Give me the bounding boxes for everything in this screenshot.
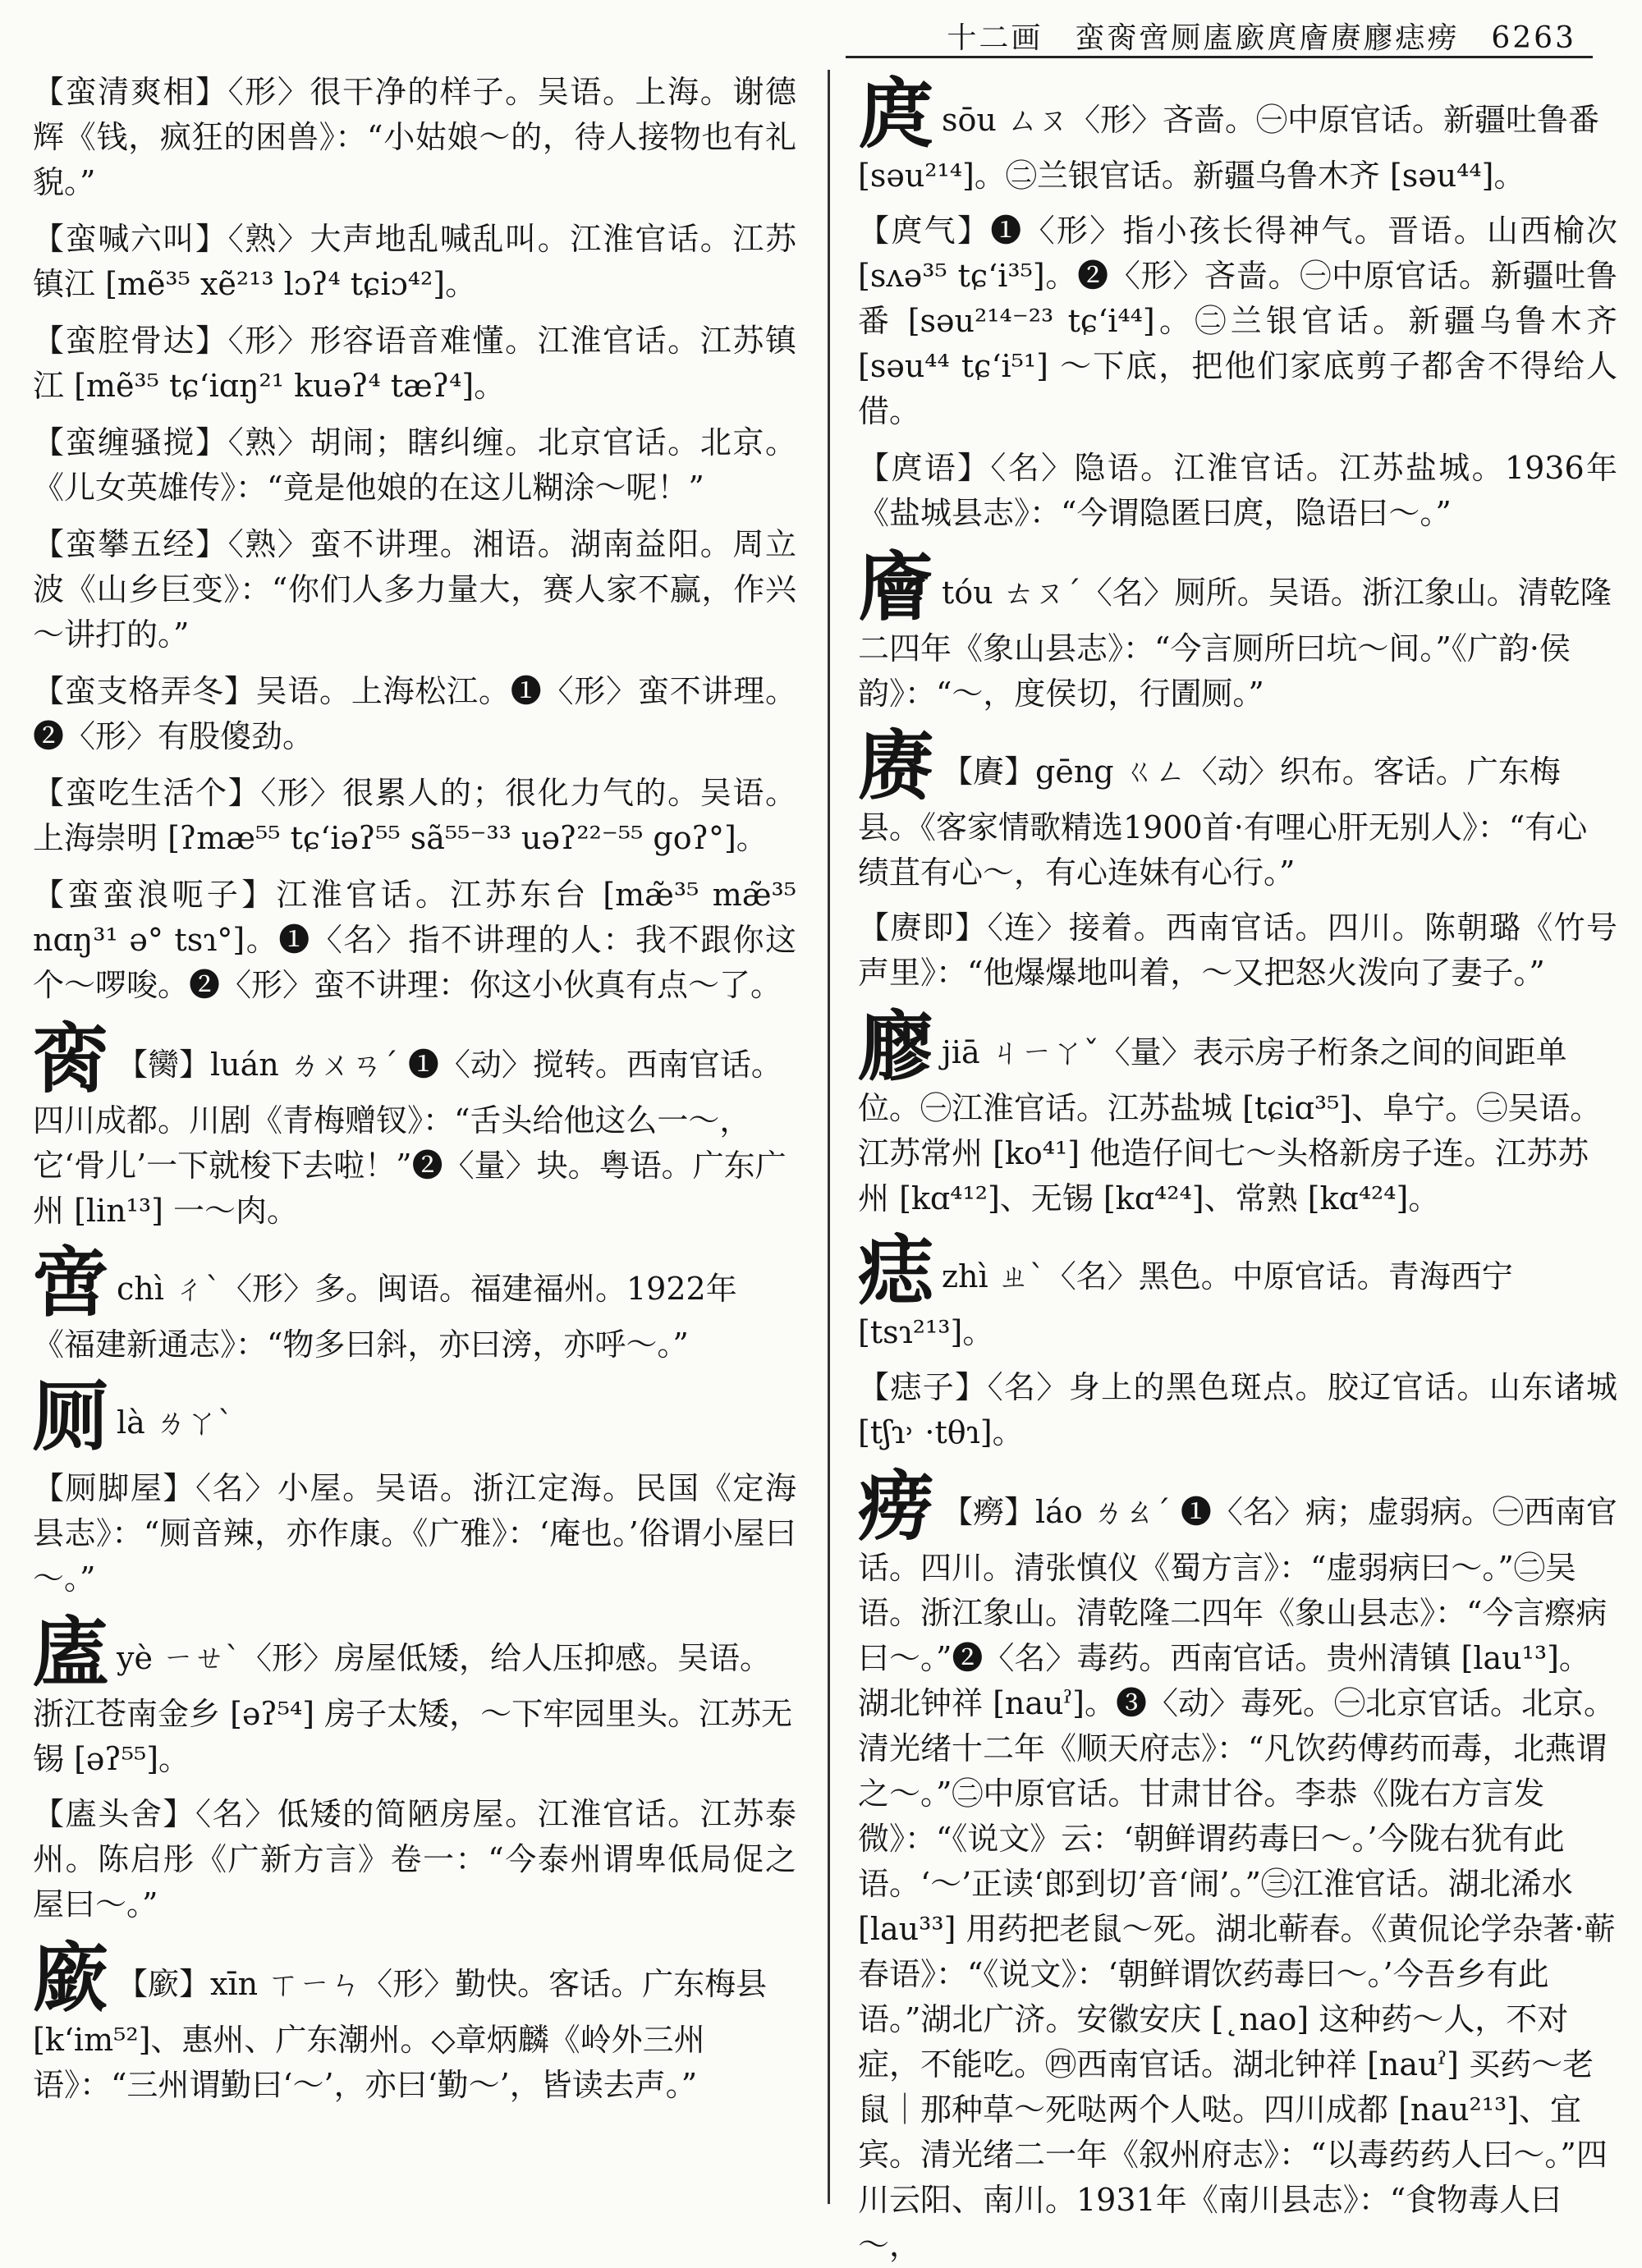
entry-text: 【蛮吃生活个】〈形〉很累人的；很化力气的。吴语。上海崇明 [ʔmæ⁵⁵ tɕ‘iəʔ⁵⁵ sã⁵⁵⁻³³ uəʔ²²⁻⁵⁵ goʔ°]。	[33, 775, 796, 856]
headword-char: 廞	[33, 1934, 109, 2023]
entry-text: 【蛮腔骨达】〈形〉形容语音难懂。江淮官话。江苏镇江 [mẽ³⁵ tɕ‘iɑŋ²¹ kuəʔ⁴ tæʔ⁴]。	[33, 323, 796, 404]
entry-text: tóu ㄊㄡˊ〈名〉厕所。吴语。浙江象山。清乾隆二四年《象山县志》：“今言厕所曰坑～间。”《广韵·侯韵》：“～，度侯切，行圊厕。”	[858, 575, 1612, 712]
entry-text: 【臠】luán ㄌㄨㄢˊ ❶〈动〉搅转。西南官话。四川成都。川剧《青梅赠钗》：“舌头给他这么一～，它‘骨儿’一下就梭下去啦！”❷〈量〉块。粤语。广东广州 [lin¹³] 一～肉。	[33, 1047, 787, 1229]
headword-char: 廅	[33, 1608, 109, 1697]
entry-text: 【赓即】〈连〉接着。西南官话。四川。陈朝璐《竹号声里》：“他爆爆地叫着，～又把怒火泼向了妻子。”	[858, 909, 1617, 991]
compound-entry	[33, 70, 796, 205]
entry-text: zhì ㄓˋ〈名〉黑色。中原官话。青海西宁 [tsɿ²¹³]。	[858, 1258, 1513, 1350]
headword-char: 廫	[858, 1002, 934, 1091]
entry-text: 【痣子】〈名〉身上的黑色斑点。胶辽官话。山东诸城 [tʃɿ˒ ·tθɿ]。	[858, 1369, 1617, 1450]
headword-char: 啻	[33, 1239, 109, 1327]
compound-entry	[33, 1792, 796, 1927]
entry-text: 【蛮支格弄冬】吴语。上海松江。❶〈形〉蛮不讲理。❷〈形〉有股傻劲。	[33, 673, 796, 754]
running-head: 十二画 蛮脔啻厕廅廞庹廥赓廫痣痨 6263	[947, 21, 1576, 55]
headword-entry	[858, 543, 1617, 717]
compound-entry	[33, 217, 796, 307]
entry-text: 【蛮攀五经】〈熟〉蛮不讲理。湘语。湖南益阳。周立波《山乡巨变》：“你们人多力量大，赛人家不赢，作兴～讲打的。”	[33, 526, 796, 653]
page-header	[0, 0, 1642, 57]
compound-entry	[33, 669, 796, 759]
headword-entry	[33, 1934, 796, 2108]
headword-char: 痨	[858, 1462, 934, 1551]
column-divider	[828, 70, 830, 2204]
headword-entry	[858, 1226, 1617, 1355]
entry-text: jiā ㄐㄧㄚˇ〈量〉表示房子桁条之间的间距单位。㊀江淮官话。江苏盐城 [tɕiɑ³⁵]、阜宁。㊁吴语。江苏常州 [ko⁴¹] 他造仔间七～头格新房子连。江苏苏州 [kɑ⁴¹²]、无锡 [kɑ⁴²⁴]、常熟 [kɑ⁴²⁴]。	[858, 1034, 1602, 1216]
entry-text: 【蛮清爽相】〈形〉很干净的样子。吴语。上海。谢德辉《钱，疯狂的困兽》：“小姑娘～的，待人接物也有礼貌。”	[33, 74, 796, 200]
compound-entry	[33, 1466, 796, 1601]
entry-text: 【厕脚屋】〈名〉小屋。吴语。浙江定海。民国《定海县志》：“厕音辣，亦作康。《广雅》：‘庵也。’俗谓小屋曰～。”	[33, 1470, 796, 1597]
compound-entry	[33, 420, 796, 511]
headword-char: 厕	[33, 1372, 109, 1461]
headword-char: 痣	[858, 1226, 934, 1315]
compound-entry	[33, 522, 796, 657]
headword-entry	[33, 1608, 796, 1782]
entry-text: 【廅头舍】〈名〉低矮的简陋房屋。江淮官话。江苏泰州。陈启彤《广新方言》卷一：“今泰州谓卑低局促之屋曰～。”	[33, 1796, 796, 1922]
header-rule	[846, 56, 1593, 58]
headword-entry	[33, 1372, 796, 1461]
headword-char: 赓	[858, 722, 934, 810]
entry-text: 【賡】gēng ㄍㄥ〈动〉织布。客话。广东梅县。《客家情歌精选1900首·有哩心肝无别人》：“有心绩苴有心～，有心连妹有心行。”	[858, 754, 1588, 891]
headword-entry	[858, 722, 1617, 896]
compound-entry	[858, 905, 1617, 996]
left-column	[33, 70, 796, 2204]
headword-entry	[858, 70, 1617, 199]
entry-text: 【癆】láo ㄌㄠˊ ❶〈名〉病；虚弱病。㊀西南官话。四川。清张慎仪《蜀方言》：“虚弱病曰～。”㊁吴语。浙江象山。清乾隆二四年《象山县志》：“今言瘵病曰～。”❷〈名〉毒药。西南官话。贵州清镇 [lau¹³]。湖北钟祥 [nauˀ]。❸〈动〉毒死。㊀北京官话。北京。清光绪十二年《顺天府志》：“凡饮药傅药而毒，北燕谓之～。”㊁中原官话。甘肃甘谷。李恭《陇右方言发微》：“《说文》云：‘朝鲜谓药毒曰～。’今陇右犹有此语。‘～’正读‘郎到切’音‘闹’。”㊂江淮官话。湖北浠水 [lau³³] 用药把老鼠～死。湖北蕲春。《黄侃论学杂著·蕲春语》：“《说文》：‘朝鲜谓饮药毒曰～。’今吾乡有此语。”湖北广济。安徽安庆 [˛nao] 这种药～人，不对症，不能吃。㊃西南官话。湖北钟祥 [nauˀ] 买药～老鼠｜那种草～死哒两个人哒。四川成都 [nau²¹³]、宜宾。清光绪二一年《叙州府志》：“以毒药药人曰～。”四川云阳、南川。1931年《南川县志》：“食物毒人曰～，	[858, 1494, 1617, 2263]
headword-char: 脔	[33, 1015, 109, 1103]
headword-entry	[33, 1015, 796, 1234]
entry-text: 【廞】xīn ㄒㄧㄣ〈形〉勤快。客话。广东梅县 [k‘im⁵²]、惠州、广东潮州。◇章炳麟《岭外三州语》：“三州谓勤曰‘～’，亦曰‘勤～’，皆读去声。”	[33, 1966, 768, 2103]
entry-text: yè ㄧㄝˋ〈形〉房屋低矮，给人压抑感。吴语。浙江苍南金乡 [əʔ⁵⁴] 房子太矮，～下牢园里头。江苏无锡 [əʔ⁵⁵]。	[33, 1640, 793, 1777]
compound-entry	[33, 771, 796, 861]
headword-entry	[33, 1239, 796, 1368]
entry-text: 【蛮蛮浪呃子】江淮官话。江苏东台 [mæ̃³⁵ mæ̃³⁵ nɑŋ³¹ ə° tsɿ°]。❶〈名〉指不讲理的人：我不跟你这个～啰唆。❷〈形〉蛮不讲理：你这小伙真有点～了。	[33, 877, 796, 1003]
headword-char: 廥	[858, 543, 934, 631]
entry-text: chì ㄔˋ〈形〉多。闽语。福建福州。1922年《福建新通志》：“物多曰斜，亦曰滂，亦呼～。”	[33, 1271, 737, 1363]
entry-text: 【蛮喊六叫】〈熟〉大声地乱喊乱叫。江淮官话。江苏镇江 [mẽ³⁵ xẽ²¹³ lɔʔ⁴ tɕiɔ⁴²]。	[33, 221, 796, 302]
right-column	[858, 70, 1617, 2263]
entry-text: sōu ㄙㄡ〈形〉吝啬。㊀中原官话。新疆吐鲁番 [səu²¹⁴]。㊁兰银官话。新疆乌鲁木齐 [səu⁴⁴]。	[858, 102, 1599, 194]
entry-text: 【庹语】〈名〉隐语。江淮官话。江苏盐城。1936年《盐城县志》：“今谓隐匿曰庹，隐语曰～。”	[858, 450, 1617, 531]
headword-entry	[858, 1462, 1617, 2268]
compound-entry	[33, 873, 796, 1008]
entry-text: 【庹气】❶〈形〉指小孩长得神气。晋语。山西榆次 [sʌə³⁵ tɕ‘i³⁵]。❷〈形〉吝啬。㊀中原官话。新疆吐鲁番 [səu²¹⁴⁻²³ tɕ‘i⁴⁴]。㊁兰银官话。新疆乌鲁木齐 [səu⁴⁴ tɕ‘i⁵¹] ～下底，把他们家底剪子都舍不得给人借。	[858, 213, 1617, 429]
headword-char: 庹	[858, 70, 934, 158]
entry-text: 【蛮缠骚搅】〈熟〉胡闹；瞎纠缠。北京官话。北京。《儿女英雄传》：“竟是他娘的在这儿糊涂～呢！”	[33, 424, 796, 506]
compound-entry	[33, 318, 796, 409]
headword-entry	[858, 1002, 1617, 1221]
compound-entry	[858, 446, 1617, 536]
entry-text: là ㄌㄚˋ	[117, 1404, 233, 1441]
compound-entry	[858, 1365, 1617, 1455]
compound-entry	[858, 208, 1617, 434]
